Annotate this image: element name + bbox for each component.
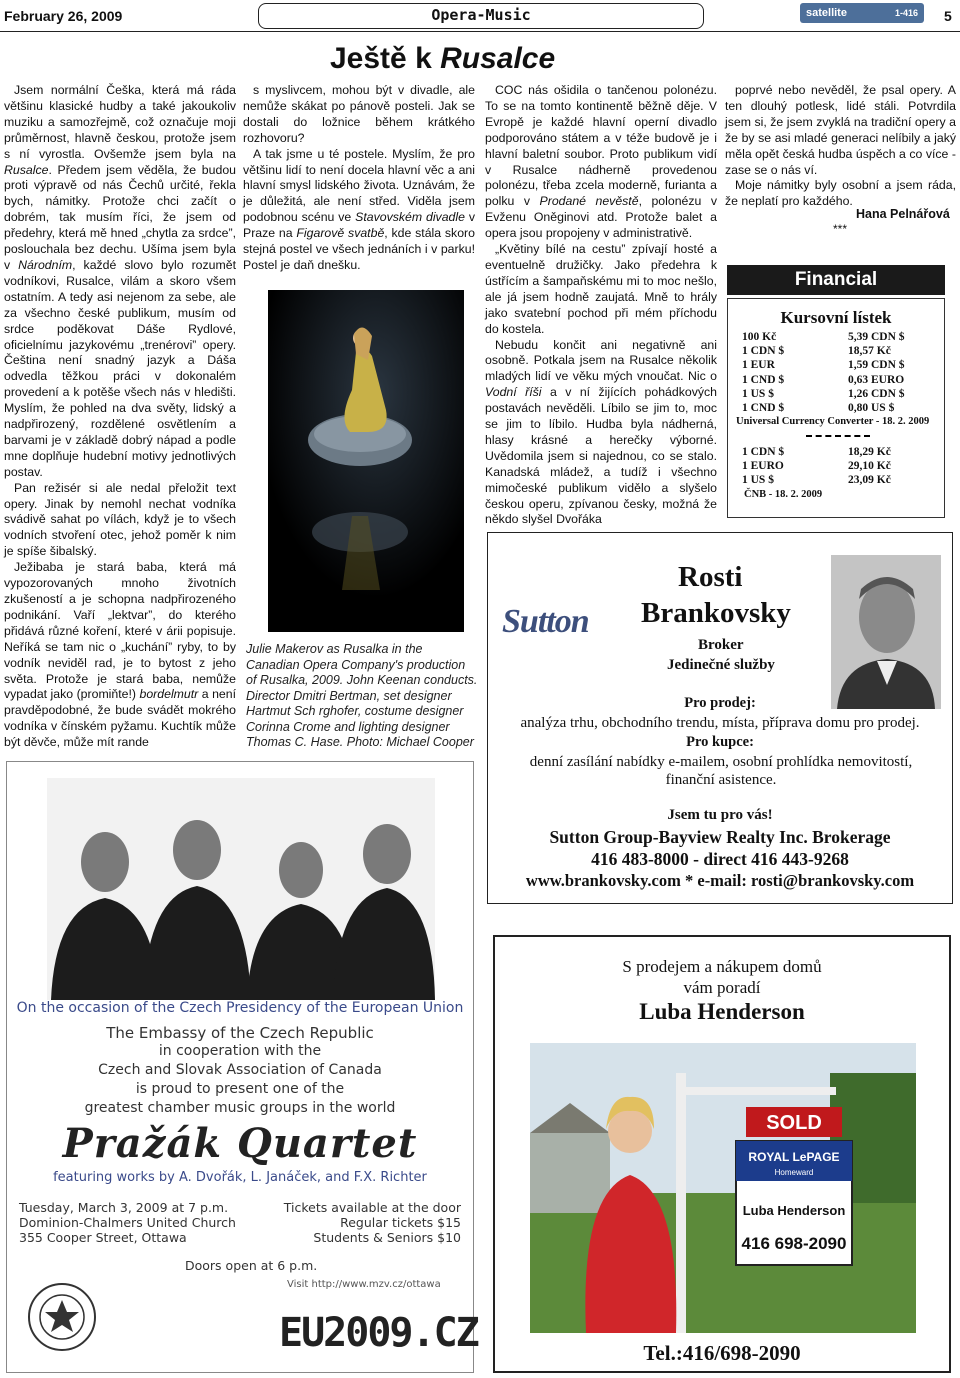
tickets-regular: Regular tickets $15 bbox=[340, 1215, 461, 1230]
agent-phones: 416 483-8000 - direct 416 443-9268 bbox=[591, 849, 849, 869]
exchange-rate-row bbox=[742, 474, 891, 487]
financial-heading: Financial bbox=[727, 265, 945, 295]
section-title: Opera-Music bbox=[258, 3, 704, 29]
concert-website: Visit http://www.mzv.cz/ottawa bbox=[287, 1279, 441, 1290]
headline-part1: Ještě k bbox=[330, 42, 441, 75]
concert-presenter: The Embassy of the Czech Republic bbox=[106, 1024, 374, 1042]
rate-source-ucc: Universal Currency Converter - 18. 2. 2009 bbox=[736, 416, 930, 427]
exchange-rate-box bbox=[727, 298, 945, 518]
tickets-info: Tickets available at the door bbox=[283, 1200, 461, 1215]
exchange-rate-row bbox=[742, 387, 905, 400]
author-signature: Hana Pelnářová bbox=[856, 207, 950, 221]
agent-tagline: Jedinečné služby bbox=[667, 657, 775, 673]
rusalka-photo bbox=[268, 290, 464, 632]
sellers-heading: Pro prodej: bbox=[684, 695, 756, 711]
henderson-line2: vám poradí bbox=[683, 978, 761, 997]
henderson-name: Luba Henderson bbox=[639, 999, 805, 1024]
rate-currency: 1 CDN $ bbox=[742, 345, 785, 358]
quartet-photo bbox=[47, 778, 435, 1000]
rate-currency: 1 CDN $ bbox=[742, 446, 785, 458]
article-paragraph: Jsem normální Češka, která má ráda většinu klasické hudby a také jakoukoliv muziku a samozřejmě, což označuje moji průměrnost, hlavně českou, protože jsem s ní vyrostla. Ovšemže jsem byla na Rusalce. Předem jsem věděla, že budou proti výpravě od nás Čechů určité, řekla bych, námitky. Protože chci začít o dobrém, tak musím říci, že jsem od předehry, která mě hned „chytla za srdce”, poslouchala bez dechu. Ušíma jsem byla v Národním, každé slovo bylo rozumět vodníkovi, Rusalce, vilám a skoro všem ostatním. A tedy asi nejenom za sebe, ale za všechno české publikum, musím od srdce poděkovat Dáše Rydlové, oficielnímu jazykovému „trenérovi” opery. Čeština není snadný jazyk a Dáša odvedla těžkou práci v dokonalém provedení a k potěše všech nás v hledišti. Myslím, že pohled na dva světy, lidský a nadpřirozený, rozdělené osvětlením a barvami je v základě dobrý nápad a podle mne doplňuje hudební motivy jednotlivých postav. bbox=[4, 83, 236, 479]
article-paragraph: Pan režisér si ale nedal přeložit text opery. Jinak by nemohl nechat vodníka svádivě sahat po vílách, když je to všech vodních stvoření otec, jehož poměr k nim je spíše šibalský. bbox=[4, 480, 236, 559]
article-paragraph: poprvé nebo nevěděl, že psal opery. A ten dlouhý potlesk, lidé stáli. Potvrdila jsem si, že jsem zvyklá na tradiční opery a že by se asi mladé generaci nelíbily a jaký měla opět česká hudba úspěch a co více - zase se o nás ví. bbox=[725, 83, 956, 177]
exchange-rate-row bbox=[742, 446, 891, 458]
article-paragraph: s myslivcem, mohou být v divadle, ale nemůže skákat po pánově posteli. Jak se dostali do ložnice během krátkého rozhovoru? bbox=[243, 83, 475, 145]
exchange-rate-row bbox=[742, 373, 905, 386]
rate-divider bbox=[806, 435, 870, 437]
sign-sold: SOLD bbox=[766, 1112, 822, 1134]
photo-caption: Julie Makerov as Rusalka in the Canadian Opera Company's production of Rusalka, 2009. John Keenan conducts. Director Dmitri Bertman, set designer Hartmut Sch rghofer, costume designer Corinna Crome and lighting designer Thomas C. Hase. Photo: Michael Cooper bbox=[246, 642, 478, 749]
sign-agent-name: Luba Henderson bbox=[742, 1203, 846, 1218]
exchange-rate-row bbox=[742, 460, 891, 473]
concert-ad-prazak-quartet bbox=[6, 761, 478, 1373]
henderson-telephone: Tel.:416/698-2090 bbox=[643, 1341, 801, 1365]
rate-currency: 1 US $ bbox=[742, 387, 774, 400]
article-end-stars: *** bbox=[833, 222, 848, 236]
article-paragraph: A tak jsme u té postele. Myslím, že pro většinu lidí to není docela hlavní věc a ani hlavní smysl lidského života. Uznávám, že je důležitá, ale není střed. Viděla jsem podobnou scénu ve Stavovském divadle v Praze na Figarově svatbě, kde stála skoro stejná postel ve všech jednáních i v parku! Postel je daň dnešku. bbox=[243, 146, 475, 272]
rate-value: 1,26 CDN $ bbox=[848, 387, 905, 400]
henderson-line1: S prodejem a nákupem domů bbox=[622, 957, 822, 976]
agent-last-name: Brankovsky bbox=[641, 597, 791, 629]
exchange-rate-row bbox=[742, 402, 895, 414]
concert-proud: is proud to present one of the bbox=[135, 1081, 345, 1097]
issue-date: February 26, 2009 bbox=[4, 8, 123, 24]
concert-occasion: On the occasion of the Czech Presidency of the European Union bbox=[16, 1000, 464, 1016]
rate-currency: 1 EURO bbox=[742, 460, 784, 473]
sign-brand-sub: Homeward bbox=[774, 1168, 814, 1177]
article-paragraph: COC nás ošidila o tančenou polonézu. To se na tomto kontinentě běžně děje. V Evropě je každé hlavní operní divadlo podporováno státem a v téže budově je i hlavní baletní soubor. Proto publikum vidí v Rusalce nádherně provedenou polonézu, třeba zcela moderně, furianta a polku v Prodané nevěstě, polonézu v Evženu Oněginovi atd. Protože balet a opera jsou propojeny v administrativě. bbox=[485, 83, 717, 241]
exchange-rate-row bbox=[742, 331, 905, 343]
headline-part2: Rusalce bbox=[440, 42, 556, 75]
rate-value: 1,59 CDN $ bbox=[848, 359, 905, 372]
buyers-heading: Pro kupce: bbox=[686, 734, 754, 750]
satellite-logo bbox=[800, 3, 924, 23]
here-for-you: Jsem tu pro vás! bbox=[667, 807, 773, 823]
logo-number: 1-416 bbox=[894, 8, 918, 18]
exchange-rate-title: Kursovní lístek bbox=[780, 308, 892, 327]
rate-value: 0,63 EURO bbox=[848, 373, 905, 386]
rate-currency: 1 CND $ bbox=[742, 402, 785, 414]
rate-value: 18,57 Kč bbox=[848, 345, 891, 358]
header-rule bbox=[0, 31, 960, 32]
article-column-1 bbox=[4, 83, 236, 751]
agent-first-name: Rosti bbox=[678, 561, 743, 593]
sutton-logo: Sutton bbox=[502, 603, 589, 640]
exchange-rate-row bbox=[742, 359, 905, 372]
concert-date: Tuesday, March 3, 2009 at 7 p.m. bbox=[19, 1200, 229, 1215]
doors-open: Doors open at 6 p.m. bbox=[185, 1258, 318, 1273]
article-paragraph: „Květiny bílé na cestu” zpívají hosté a eventuelně družičky. Jako předehra k ústřícím a šampaňskému mi to moc nešlo, ale já jsem hodně zaujatá. Mně to hrály jako svatební pochod při mém příchodu do kostela. bbox=[485, 242, 717, 336]
rate-currency: 1 US $ bbox=[742, 474, 774, 487]
henderson-photo bbox=[530, 1043, 916, 1333]
article-column-2 bbox=[243, 83, 475, 274]
rate-currency: 100 Kč bbox=[742, 331, 777, 343]
concert-association: Czech and Slovak Association of Canada bbox=[98, 1062, 382, 1078]
article-paragraph: Ježibaba je stará baba, která má vypozorovaných mnoho životních zkušeností a je schopna nadpřirozeného podnikání. Vaří „lektvar”, do kterého přidává různé koření, které v árii popisuje. Neříká se tam nic o „kuchání” ryby, to by vodník neviděl rad, je to bytost z jeho světa. Protože je stará baba, nemůže vypadat jako (promiňte!) bordelmutr a není pravděpodobné, že bude svádět mokrého vodníka v čínském pyžamu. Kuchtík může být děvče, může mít rande bbox=[4, 560, 236, 750]
concert-address: 355 Cooper Street, Ottawa bbox=[19, 1230, 187, 1245]
rate-value: 18,29 Kč bbox=[848, 446, 891, 458]
exchange-rate-row bbox=[742, 345, 891, 358]
brokerage-name: Sutton Group-Bayview Realty Inc. Brokerage bbox=[549, 827, 891, 847]
article-paragraph: Nebudu končit ani negativně ani osobně. Potkala jsem na Rusalce několik mladých lidí ve věku mých vnoučat. Nic o Vodní říši a v ní žijících pohádkových postavách nevěděli. Líbilo se jim to, moc se jim to líbilo. Hudba byla nádherná, hlasy krásné a herečky výborné. Uvědomila jsem si najednou, co se stalo. Kanadská mládež, a tudíž i všechno mimočeské publikum vidělo a slyšelo českou operu, zpívanou česky, možná že někdo slyšel Dvořáka bbox=[485, 337, 717, 527]
sellers-text: analýza trhu, obchodního trendu, místa, příprava domu pro prodej. bbox=[520, 715, 920, 731]
association-seal-icon bbox=[27, 1282, 97, 1352]
article-column-4 bbox=[725, 83, 956, 210]
realtor-ad-henderson bbox=[493, 935, 951, 1373]
article-headline bbox=[330, 42, 555, 76]
rate-value: 29,10 Kč bbox=[848, 460, 891, 473]
concert-cooperation: in cooperation with the bbox=[158, 1043, 322, 1059]
page-number: 5 bbox=[944, 8, 952, 24]
article-paragraph: Moje námitky byly osobní a jsem ráda, že neplatí pro každého. bbox=[725, 178, 956, 209]
rate-currency: 1 CND $ bbox=[742, 373, 785, 386]
eu-presidency-logo: EU2009.CZ bbox=[279, 1310, 478, 1356]
rate-value: 5,39 CDN $ bbox=[848, 331, 905, 343]
realtor-ad-brankovsky bbox=[487, 532, 953, 904]
quartet-name: Pražák Quartet bbox=[62, 1120, 418, 1167]
concert-featuring: featuring works by A. Dvořák, L. Janáček, and F.X. Richter bbox=[53, 1170, 427, 1185]
concert-venue: Dominion-Chalmers United Church bbox=[19, 1215, 236, 1230]
agent-portrait bbox=[831, 555, 941, 709]
buyers-text: denní zasílání nabídky e-mailem, osobní prohlídka nemovitostí, finanční asistence. bbox=[529, 754, 913, 788]
logo-text: satellite bbox=[806, 7, 847, 19]
sign-phone: 416 698-2090 bbox=[741, 1234, 847, 1253]
sign-brand: ROYAL LePAGE bbox=[748, 1150, 840, 1164]
rate-currency: 1 EUR bbox=[742, 359, 775, 372]
agent-role: Broker bbox=[698, 637, 744, 653]
article-column-3 bbox=[485, 83, 717, 528]
concert-greatest: greatest chamber music groups in the world bbox=[84, 1100, 396, 1116]
tickets-students: Students & Seniors $10 bbox=[313, 1230, 461, 1245]
rate-source-cnb: ČNB - 18. 2. 2009 bbox=[744, 489, 823, 500]
rate-value: 0,80 US $ bbox=[848, 402, 895, 414]
rate-value: 23,09 Kč bbox=[848, 474, 891, 487]
agent-web-email: www.brankovsky.com * e-mail: rosti@brankovsky.com bbox=[525, 871, 915, 890]
